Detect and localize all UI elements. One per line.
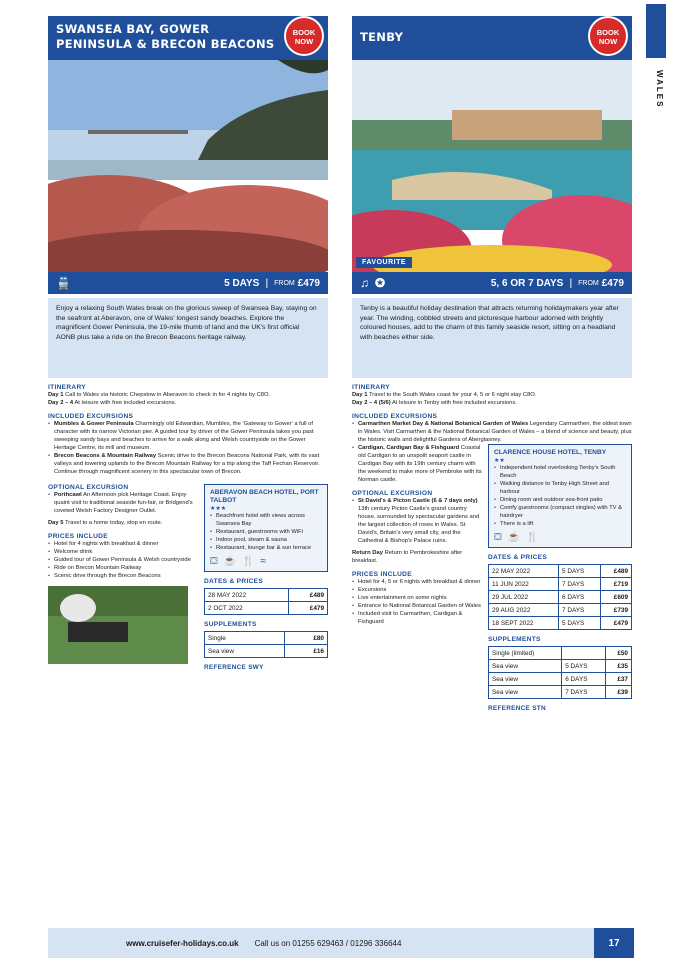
list-item: • Dining room and outdoor sea-front patio — [494, 496, 626, 504]
website-link[interactable]: www.cruisefer-holidays.co.uk — [126, 938, 239, 948]
table-row: Sea view 6 DAYS £37 — [489, 673, 632, 686]
section-tab — [646, 4, 666, 58]
table-row: Single (limited) £50 — [489, 647, 632, 660]
itinerary-day5: Day 5 Travel to a home today, stop en route. — [48, 520, 163, 526]
list-item: • Beachfront hotel with views across Swansea Bay — [210, 512, 322, 528]
tour-photo — [352, 60, 632, 272]
list-item: • Entrance to National Botanical Garden of Wales — [352, 602, 482, 610]
list-item: • Cardigan, Cardigan Bay & Fishguard Coastal old Cardigan to an unspoilt seaport castle in Cardigan Bay with its 19th century charm with the weekend to make more of Pembroke with its Norman castle. — [352, 444, 482, 484]
prices-include-heading: PRICES INCLUDE — [352, 571, 412, 578]
list-item: • Hotel for 4, 5 or 6 nights with breakfast & dinner — [352, 578, 482, 586]
train-photo — [48, 586, 188, 664]
separator: | — [569, 277, 573, 289]
included-excursions-heading: INCLUDED EXCURSIONS — [352, 413, 438, 420]
supplements-heading: SUPPLEMENTS — [488, 636, 541, 643]
from-label: FROM — [578, 279, 599, 287]
list-item: • Indoor pool, steam & sauna — [210, 536, 322, 544]
itinerary-day2: Day 2 – 4 (5/6) At leisure in Tenby with free included excursions. — [352, 400, 517, 406]
table-row: Sea view 5 DAYS £35 — [489, 660, 632, 673]
hotel-name: CLARENCE HOUSE HOTEL, TENBY — [494, 449, 607, 456]
train-icon: 🚆 — [56, 276, 71, 290]
included-excursions-list — [352, 420, 632, 444]
tour-tenby — [352, 16, 632, 712]
table-row: 29 JUL 2022 6 DAYS £609 — [489, 591, 632, 604]
tour-reference: REFERENCE STN — [488, 705, 546, 712]
pool-icon: ≈ — [260, 556, 267, 567]
included-excursions-heading: INCLUDED EXCURSIONS — [48, 413, 134, 420]
optional-excursion-heading: OPTIONAL EXCURSION — [352, 490, 433, 497]
list-item: • Carmarthen Market Day & National Botanical Garden of Wales Legendary Carmarthen, the oldest town in Wales. Visit Carmarthen & the National Botanical Garden of Wales – a blend of science and beauty, plus the historic walls and delightful Gardens of Aberglasney. — [352, 420, 632, 444]
page-number: 17 — [594, 928, 634, 958]
tour-duration: 5 DAYS — [224, 277, 260, 289]
lift-icon: ⛋ — [494, 532, 502, 543]
tour-reference: REFERENCE SWY — [204, 664, 264, 671]
hotel-stars: ★★ — [494, 458, 505, 464]
list-item: • Scenic drive through the Brecon Beacons — [48, 572, 198, 580]
list-item: • Brecon Beacons & Mountain Railway Scenic drive to the Brecon Beacons National Park, with its vast valleys and towering uplands to the Brecon Mountain Railway for a trip along the Taff Fechan Reservoir. Continue through magnificent scenery in this spectacular town of Brecon. — [48, 452, 328, 476]
itinerary-day2: Day 2 – 4 At leisure with free included excursions. — [48, 400, 177, 406]
entertainment-icon: ✪ — [375, 276, 386, 290]
prices-include-heading: PRICES INCLUDE — [48, 533, 108, 540]
bar-icon: ☕ — [223, 556, 237, 567]
list-item: • Live entertainment on some nights — [352, 594, 482, 602]
section-label: WALES — [655, 70, 664, 109]
dates-table — [488, 564, 632, 630]
table-row: Single £80 — [205, 632, 328, 645]
tour-info-bar — [352, 272, 632, 294]
list-item: • Included visit to Carmarthen, Cardigan & Fishguard — [352, 610, 482, 626]
hotel-stars: ★★★ — [210, 506, 227, 512]
tour-title: SWANSEA BAY, GOWER PENINSULA & BRECON BEACONS — [56, 22, 275, 51]
restaurant-icon: 🍴 — [242, 556, 255, 567]
page-footer — [48, 928, 634, 958]
list-item: • Restaurant, lounge bar & sun terrace — [210, 544, 322, 552]
favourite-badge: FAVOURITE — [356, 257, 412, 268]
list-item: • St David's & Picton Castle (6 & 7 days only) 13th century Picton Castle's grand country house, surrounded by spectacular gardens and the largest collection of roses in Wales. St David's, Britain's very small city, and the Cathedral & Bishop's Palace ruins. — [352, 497, 482, 545]
dates-prices-heading: DATES & PRICES — [488, 554, 548, 561]
table-row: Sea view 7 DAYS £39 — [489, 686, 632, 699]
list-item: • Comfy guestrooms (compact singles) with TV & hairdryer — [494, 504, 626, 520]
list-item: • Guided tour of Gower Peninsula & Welsh countryside — [48, 556, 198, 564]
tour-intro: Tenby is a beautiful holiday destination that attracts returning holidaymakers year after year. The winding, cobbled streets and picturesque harbour adorned with brightly coloured houses, add to the charm of this family seaside resort, sitting on a headland with beaches either side. — [352, 298, 632, 378]
tour-duration: 5, 6 OR 7 DAYS — [490, 277, 564, 289]
separator: | — [265, 277, 269, 289]
list-item: • Hotel for 4 nights with breakfast & dinner — [48, 540, 198, 548]
tour-title-bar — [48, 16, 328, 60]
list-item: • Walking distance to Tenby High Street and harbour — [494, 480, 626, 496]
book-now-badge[interactable]: BOOK NOW — [284, 16, 324, 56]
tour-title-bar — [352, 16, 632, 60]
itinerary-day1: Day 1 Travel to the South Wales coast for your 4, 5 or 6 night stay C8O. — [352, 392, 537, 398]
prices-include-list — [352, 578, 482, 626]
hotel-box — [488, 444, 632, 548]
included-excursions-list — [48, 420, 328, 476]
prices-include-list — [48, 540, 198, 580]
hotel-features — [210, 512, 322, 552]
list-item: • Ride on Brecon Mountain Railway — [48, 564, 198, 572]
itinerary-day1: Day 1 Call to Wales via historic Chepstow in Aberavon to check in for 4 nights by C8O. — [48, 392, 271, 398]
list-item: • Porthcawl An Afternoon pick Heritage Coast. Enjoy quaint visit to traditional seaside fun-fair, or Bridgend's coveted Welsh Factory Designer Outlet. — [48, 491, 198, 515]
list-item: • Mumbles & Gower Peninsula Charmingly old Edwardian, Mumbles, the 'Gateway to Gower' a full of character with its narrow Victorian pier. A guided tour by driver of the Gower Peninsula takes you past sweeping sandy bays and beaches to arrive for a walk along and Welsh countryside on the Gower Heritage Centre, its mill and museum. — [48, 420, 328, 452]
table-row: 28 MAY 2022 £489 — [205, 589, 328, 602]
table-row: 2 OCT 2022 £479 — [205, 602, 328, 615]
list-item: • Welcome drink — [48, 548, 198, 556]
itinerary-heading: ITINERARY — [352, 384, 390, 391]
table-row: Sea view £16 — [205, 645, 328, 658]
hotel-name: ABERAVON BEACH HOTEL, PORT TALBOT — [210, 489, 319, 504]
table-row: 29 AUG 2022 7 DAYS £739 — [489, 604, 632, 617]
tour-price: £479 — [297, 277, 320, 289]
tour-photo — [48, 60, 328, 272]
list-item: • Independent hotel overlooking Tenby's South Beach — [494, 464, 626, 480]
dates-table — [204, 588, 328, 615]
from-label: FROM — [274, 279, 295, 287]
table-row: 11 JUN 2022 7 DAYS £719 — [489, 578, 632, 591]
book-now-badge[interactable]: BOOK NOW — [588, 16, 628, 56]
hotel-box — [204, 484, 328, 572]
list-item: • There is a lift — [494, 520, 626, 528]
lift-icon: ⛋ — [210, 556, 218, 567]
tour-title: TENBY — [360, 30, 404, 44]
music-icon: ♫ — [360, 276, 369, 290]
restaurant-icon: 🍴 — [526, 532, 539, 543]
call-us-text: Call us on 01255 629463 / 01296 336644 — [254, 938, 402, 948]
tour-intro: Enjoy a relaxing South Wales break on the glorious sweep of Swansea Bay, staying on the seafront at Aberavon, one of Wales' longest sandy beaches. Explore the magnificent Gower Peninsula, the 19-mile thumb of land and the UK's first official AONB plus take a ride on the Brecon Beacons heritage railway. — [48, 298, 328, 378]
tour-price: £479 — [601, 277, 624, 289]
bar-icon: ☕ — [507, 532, 521, 543]
itinerary-heading: ITINERARY — [48, 384, 86, 391]
supplements-table — [204, 631, 328, 658]
list-item: • Restaurant, guestrooms with WiFi — [210, 528, 322, 536]
tour-swansea — [48, 16, 328, 671]
table-row: 18 SEPT 2022 5 DAYS £479 — [489, 617, 632, 630]
hotel-features — [494, 464, 626, 528]
supplements-table — [488, 646, 632, 699]
table-row: 22 MAY 2022 5 DAYS £489 — [489, 565, 632, 578]
return-day: Return Day Return to Pembrokeshire after breakfast. — [352, 550, 463, 564]
list-item: • Excursions — [352, 586, 482, 594]
tour-info-bar — [48, 272, 328, 294]
supplements-heading: SUPPLEMENTS — [204, 621, 257, 628]
optional-excursion-heading: OPTIONAL EXCURSION — [48, 484, 129, 491]
dates-prices-heading: DATES & PRICES — [204, 578, 264, 585]
